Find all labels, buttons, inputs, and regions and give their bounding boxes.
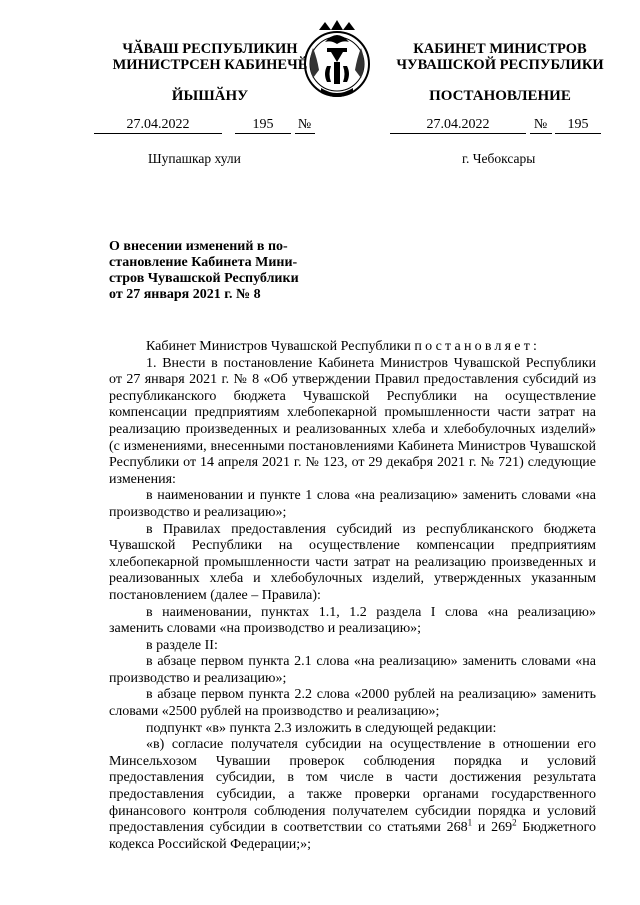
title-line-4: от 27 января 2021 г. № 8 bbox=[109, 287, 261, 302]
paragraph-6: в абзаце первом пункта 2.1 слова «на реализацию» заменить словами «на производство и реализацию»; bbox=[109, 654, 596, 686]
paragraph-1: 1. Внести в постановление Кабинета Министров Чувашской Республики от 27 января 2021 г. № 8 «Об утверждении Правил предоставления субсидий из республиканского бюджета Чувашской Республики на осуществление компенсации предприятиям хлебопекарной промышленности части затрат на реализацию произведенных и реализованных хлеба и хлебобулочных изделий» (с изменениями, внесенными постановлениями Кабинета Министров Чувашской Республики от 14 апреля 2021 г. № 123, от 29 декабря 2021 г. № 721) следующие изменения: bbox=[109, 355, 596, 487]
paragraph-8: подпункт «в» пункта 2.3 изложить в следующей редакции: bbox=[146, 720, 497, 736]
header-left-org bbox=[95, 41, 325, 73]
left-number-sign: № bbox=[295, 117, 315, 134]
p9-part-c: Бюджетного кодекса Российской Федерации;»; bbox=[109, 820, 596, 852]
right-number-sign: № bbox=[530, 117, 552, 134]
header-right-doc-type: ПОСТАНОВЛЕНИЕ bbox=[429, 88, 571, 104]
right-city: г. Чебоксары bbox=[462, 151, 536, 166]
title-line-2: становление Кабинета Мини- bbox=[109, 255, 298, 270]
intro-text: Кабинет Министров Чувашской Республики bbox=[146, 339, 411, 354]
document-body bbox=[109, 339, 596, 853]
paragraph-5: в разделе II: bbox=[146, 637, 218, 653]
header-right-line1: КАБИНЕТ МИНИСТРОВ bbox=[413, 41, 587, 57]
left-number-line bbox=[94, 117, 315, 135]
p9-sup-1: 1 bbox=[467, 817, 473, 828]
chuvash-emblem-icon bbox=[297, 18, 377, 108]
title-line-1: О внесении изменений в по- bbox=[109, 239, 288, 254]
paragraph-4: в наименовании, пунктах 1.1, 1.2 раздела I слова «на реализацию» заменить словами «на производство и реализацию»; bbox=[109, 604, 596, 637]
paragraph-9 bbox=[109, 737, 596, 853]
left-number: 195 bbox=[235, 117, 291, 134]
header-left-line2: МИНИСТРСЕН КАБИНЕЧӖ bbox=[112, 57, 308, 73]
header-right-org bbox=[390, 41, 610, 73]
paragraph-2: в наименовании и пункте 1 слова «на реализацию» заменить словами «на производство и реализацию»; bbox=[109, 488, 596, 520]
title-line-3: стров Чувашской Республики bbox=[109, 271, 299, 286]
paragraph-7: в абзаце первом пункта 2.2 слова «2000 рублей на реализацию» заменить словами «2500 рублей на производство и реализацию»; bbox=[109, 687, 596, 720]
document-title bbox=[109, 239, 309, 303]
p9-part-a: «в) согласие получателя субсидии на осуществление в отношении его Минсельхозом Чувашии проверок соблюдения порядка и условий предоставления субсидии, в том числе в части достижения результата предоставления субсидии, а также проверки органами государственного финансового контроля соблюдения получателем субсидии порядка и условий предоставления субсидии в соответствии со статьями 268 bbox=[109, 737, 596, 836]
right-number-line bbox=[390, 117, 601, 135]
intro-spaced-word: постановляет: bbox=[414, 339, 541, 354]
right-number: 195 bbox=[555, 117, 601, 134]
left-city: Шупашкар хули bbox=[148, 151, 241, 166]
right-date: 27.04.2022 bbox=[390, 117, 526, 134]
left-date: 27.04.2022 bbox=[94, 117, 222, 134]
header-right-line2: ЧУВАШСКОЙ РЕСПУБЛИКИ bbox=[396, 57, 604, 73]
paragraph-3: в Правилах предоставления субсидий из республиканского бюджета Чувашской Республики на осуществление компенсации предприятиям хлебопекарной промышленности части затрат на реализацию произведенных и реализованных хлеба и хлебобулочных изделий, утвержденных указанным постановлением (далее – Правила): bbox=[109, 521, 596, 603]
header-left-line1: ЧӐВАШ РЕСПУБЛИКИН bbox=[122, 41, 298, 57]
intro-paragraph bbox=[109, 339, 596, 356]
p9-sup-2: 2 bbox=[512, 817, 517, 828]
header-left-doc-type: ЙЫШӐНУ bbox=[171, 88, 249, 104]
p9-part-b: и 269 bbox=[472, 820, 513, 836]
